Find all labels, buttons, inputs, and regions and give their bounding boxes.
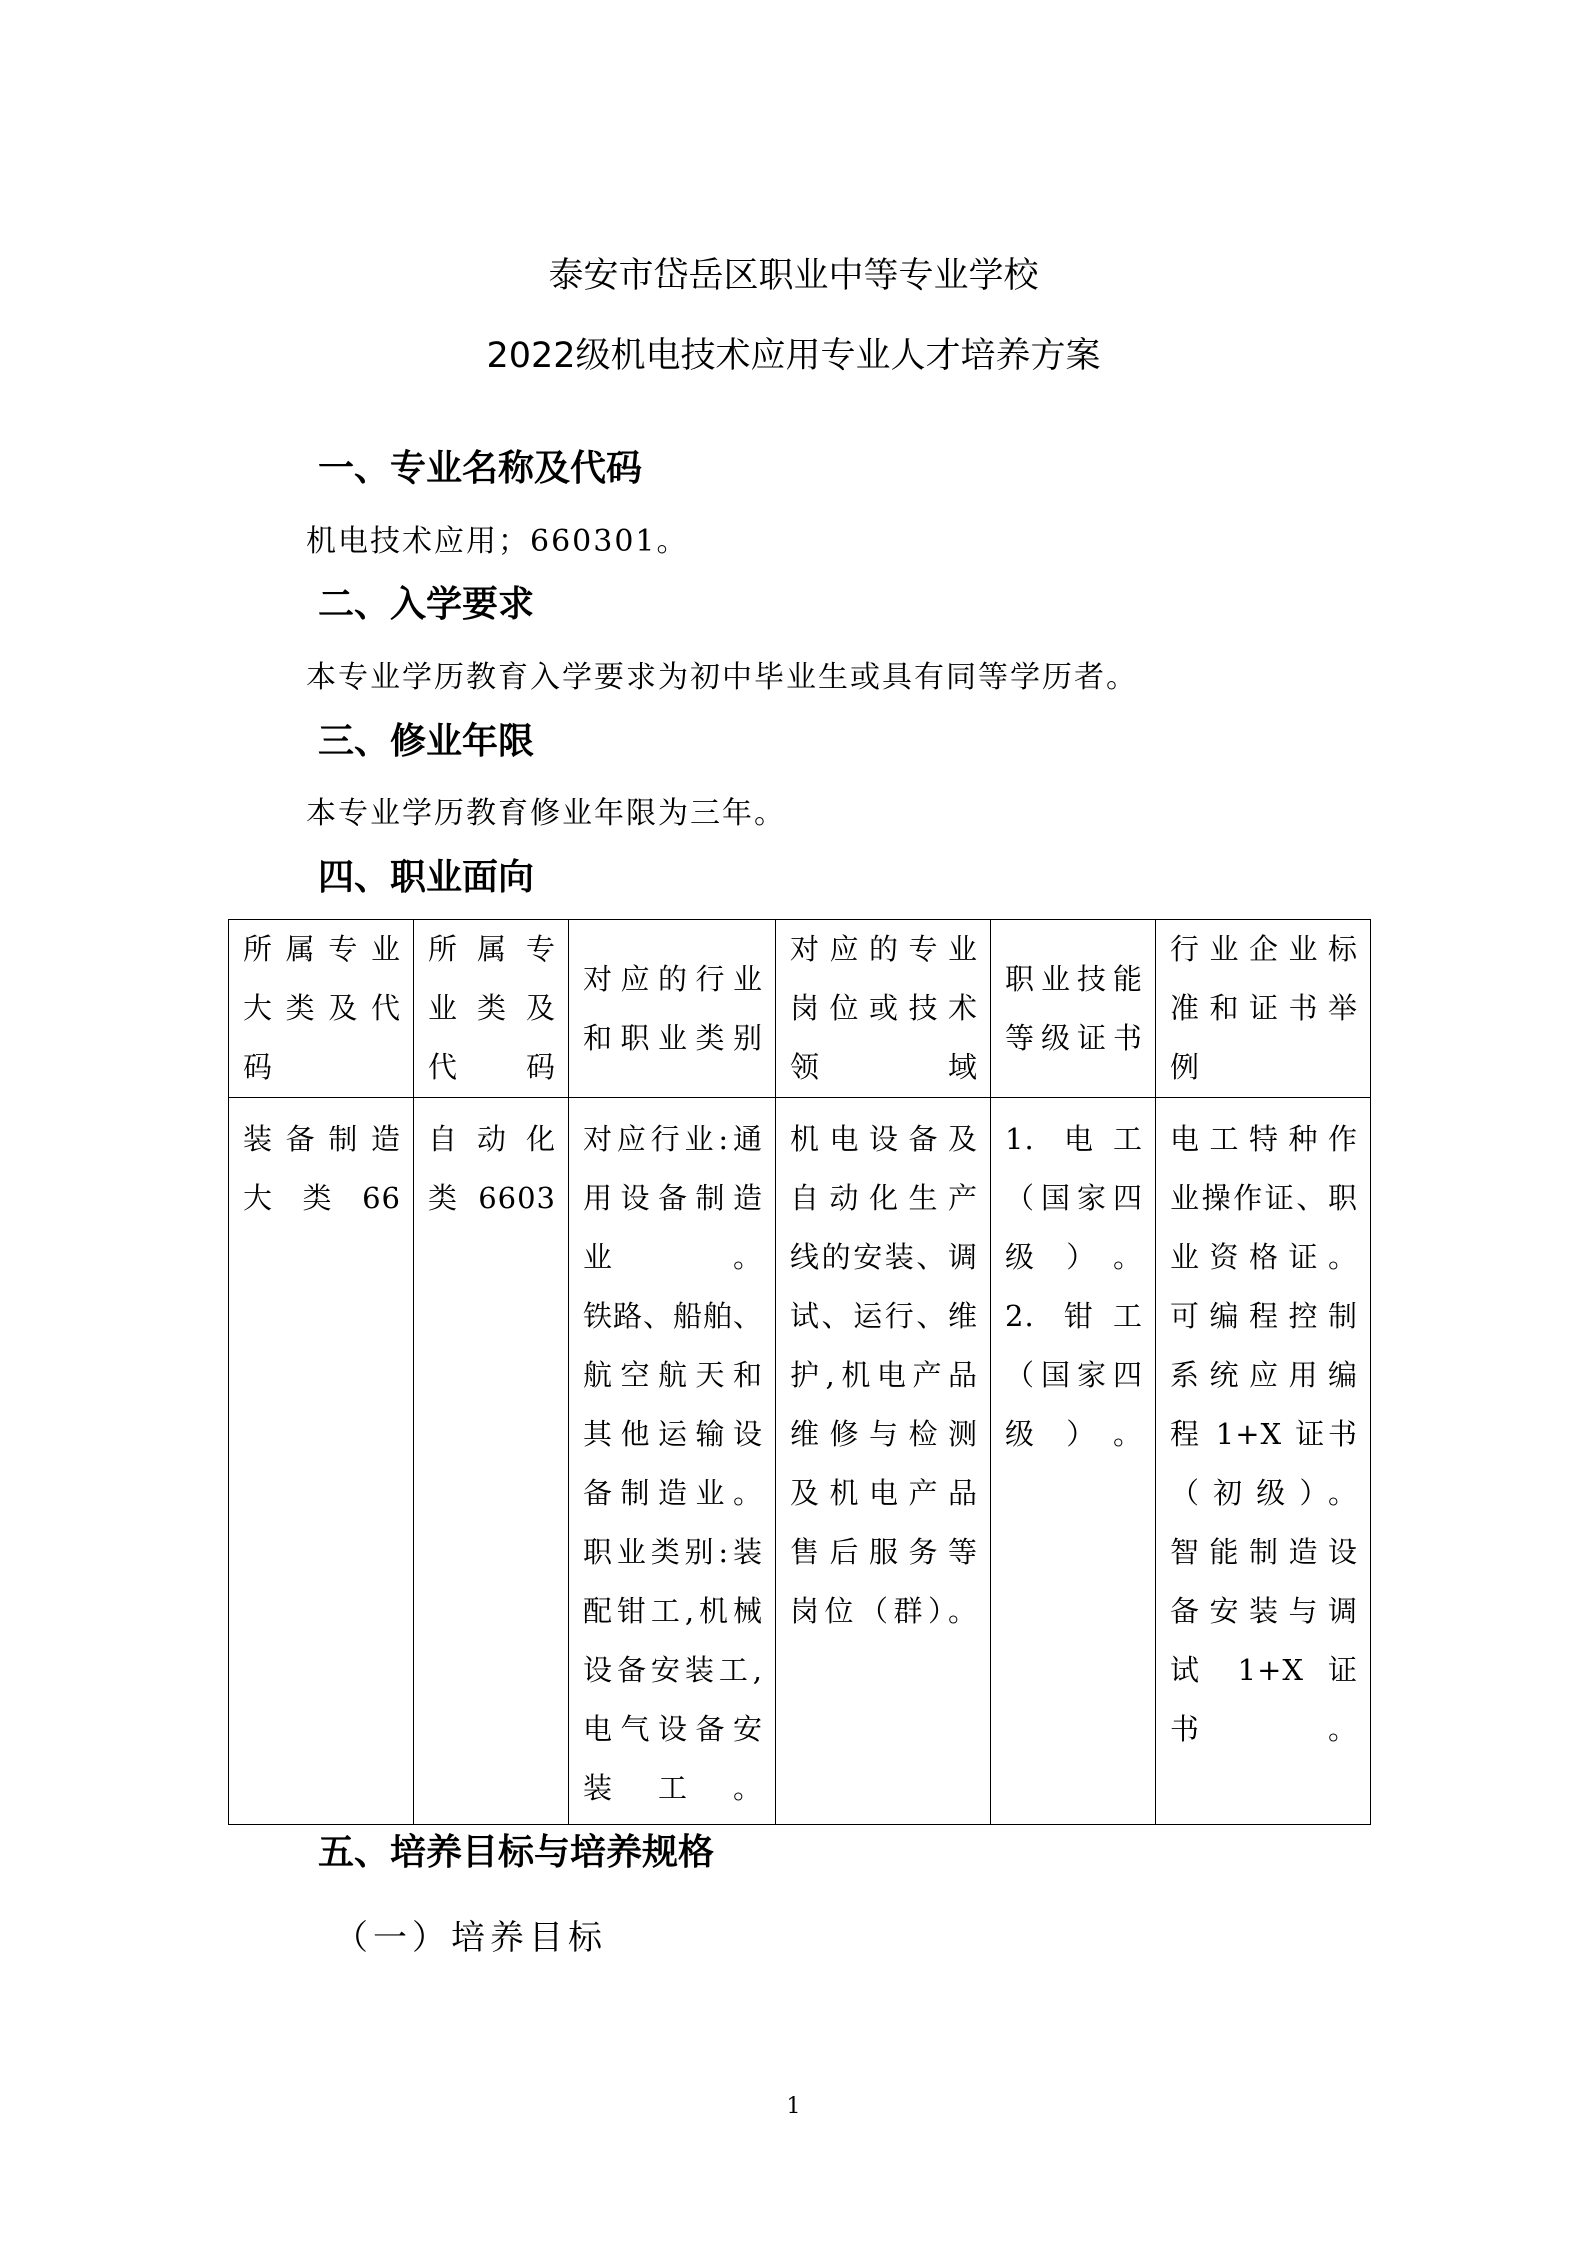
cell-line: 自动化生产 [790, 1181, 978, 1215]
page-number: 1 [786, 2094, 801, 2119]
cell-line: 例 [1170, 1050, 1201, 1084]
cell-line: 装工。 [583, 1771, 763, 1805]
career-orientation-table [228, 919, 1371, 1825]
section-1-body: 机电技术应用；660301。 [306, 524, 689, 559]
cell-line: 可编程控制 [1170, 1299, 1358, 1333]
cell-line: 铁路、船舶、 [583, 1299, 764, 1333]
cell-line: 1. 电工 [1005, 1122, 1143, 1156]
cell-line: 售后服务等 [790, 1535, 978, 1569]
header-cell [414, 920, 569, 1098]
cell-line: 其他运输设 [583, 1417, 763, 1451]
cell-line: 职业技能 [1005, 961, 1143, 996]
cell-line: 2. 钳工 [1005, 1299, 1143, 1333]
cell-line: 对应的专业 [790, 932, 978, 966]
cell-line: 业操作证、职 [1170, 1181, 1358, 1215]
cell-line: 码 [243, 1050, 274, 1084]
section-2-heading: 二、入学要求 [318, 584, 535, 625]
cell-line: 维修与检测 [790, 1417, 978, 1451]
cell-line: 电气设备安 [583, 1712, 763, 1746]
header-cell [776, 920, 991, 1098]
section-4-heading: 四、职业面向 [318, 857, 535, 898]
header-cell [569, 920, 776, 1098]
cell-line: 备安装与调 [1170, 1594, 1358, 1628]
cell-line: 大类及代 [243, 991, 401, 1025]
cell-line: 岗位（群）。 [790, 1594, 978, 1628]
cell-line: （国家四 [1005, 1358, 1143, 1392]
document-title-line1: 泰安市岱岳区职业中等专业学校 [548, 256, 1039, 296]
cell-line: 航空航天和 [583, 1358, 763, 1392]
cell-line: 自动化 [428, 1122, 556, 1156]
cell-line: 业资格证。 [1170, 1240, 1358, 1274]
cell-line: 和职业类别 [583, 1020, 763, 1055]
table-cell [991, 1098, 1156, 1825]
section-3-heading: 三、修业年限 [318, 721, 535, 762]
section-1-heading: 一、专业名称及代码 [318, 448, 643, 489]
cell-line: （初级）。 [1170, 1476, 1358, 1510]
cell-line: 大类66 [243, 1181, 401, 1215]
cell-line: 装备制造 [243, 1122, 401, 1156]
cell-line: 及机电产品 [790, 1476, 978, 1510]
cell-line: 对应行业:通 [583, 1122, 763, 1156]
section-5-heading: 五、培养目标与培养规格 [318, 1832, 715, 1873]
cell-line: 机电设备及 [790, 1122, 978, 1156]
table-cell [569, 1098, 776, 1825]
cell-line: 对应的行业 [583, 961, 763, 996]
cell-line: 岗位或技术 [790, 991, 978, 1025]
cell-line: 职业类别:装 [583, 1535, 763, 1569]
cell-line: 级）。 [1005, 1417, 1143, 1451]
cell-line: （国家四 [1005, 1181, 1143, 1215]
header-cell [229, 920, 414, 1098]
table-cell [776, 1098, 991, 1825]
cell-line: 用设备制造 [583, 1181, 763, 1215]
cell-line: 试 1+X 证书。 [1170, 1653, 1358, 1746]
cell-line: 所属专 [428, 932, 556, 966]
cell-line: 领域 [790, 1050, 978, 1084]
cell-line: 业类及 [428, 991, 556, 1025]
cell-line: 配钳工,机械 [583, 1594, 763, 1628]
table-row [229, 1098, 1371, 1825]
cell-line: 准和证书举 [1170, 991, 1358, 1025]
cell-line: 设备安装工, [583, 1653, 763, 1687]
cell-line: 行业企业标 [1170, 932, 1358, 966]
cell-line: 智能制造设 [1170, 1535, 1358, 1569]
cell-line: 试、运行、维 [790, 1299, 978, 1333]
cell-line: 所属专业 [243, 932, 401, 966]
section-3-body: 本专业学历教育修业年限为三年。 [306, 796, 786, 831]
cell-line: 线的安装、调 [790, 1240, 978, 1274]
cell-line: 业。 [583, 1240, 763, 1274]
table-cell [1156, 1098, 1371, 1825]
header-cell [991, 920, 1156, 1098]
table-header-row [229, 920, 1371, 1098]
cell-line: 等级证书 [1005, 1020, 1143, 1055]
header-cell [1156, 920, 1371, 1098]
cell-line: 类6603 [428, 1181, 556, 1215]
cell-line: 护,机电产品 [790, 1358, 978, 1392]
table-cell [229, 1098, 414, 1825]
cell-line: 代码 [428, 1050, 556, 1084]
cell-line: 级）。 [1005, 1240, 1143, 1274]
section-5-subheading: （一）培养目标 [334, 1918, 607, 1958]
cell-line: 程 1+X 证书 [1170, 1417, 1358, 1451]
cell-line: 系统应用编 [1170, 1358, 1358, 1392]
table-cell [414, 1098, 569, 1825]
section-2-body: 本专业学历教育入学要求为初中毕业生或具有同等学历者。 [306, 660, 1138, 695]
cell-line: 电工特种作 [1170, 1122, 1358, 1156]
document-title-line2: 2022级机电技术应用专业人才培养方案 [486, 336, 1101, 376]
cell-line: 备制造业。 [583, 1476, 763, 1510]
